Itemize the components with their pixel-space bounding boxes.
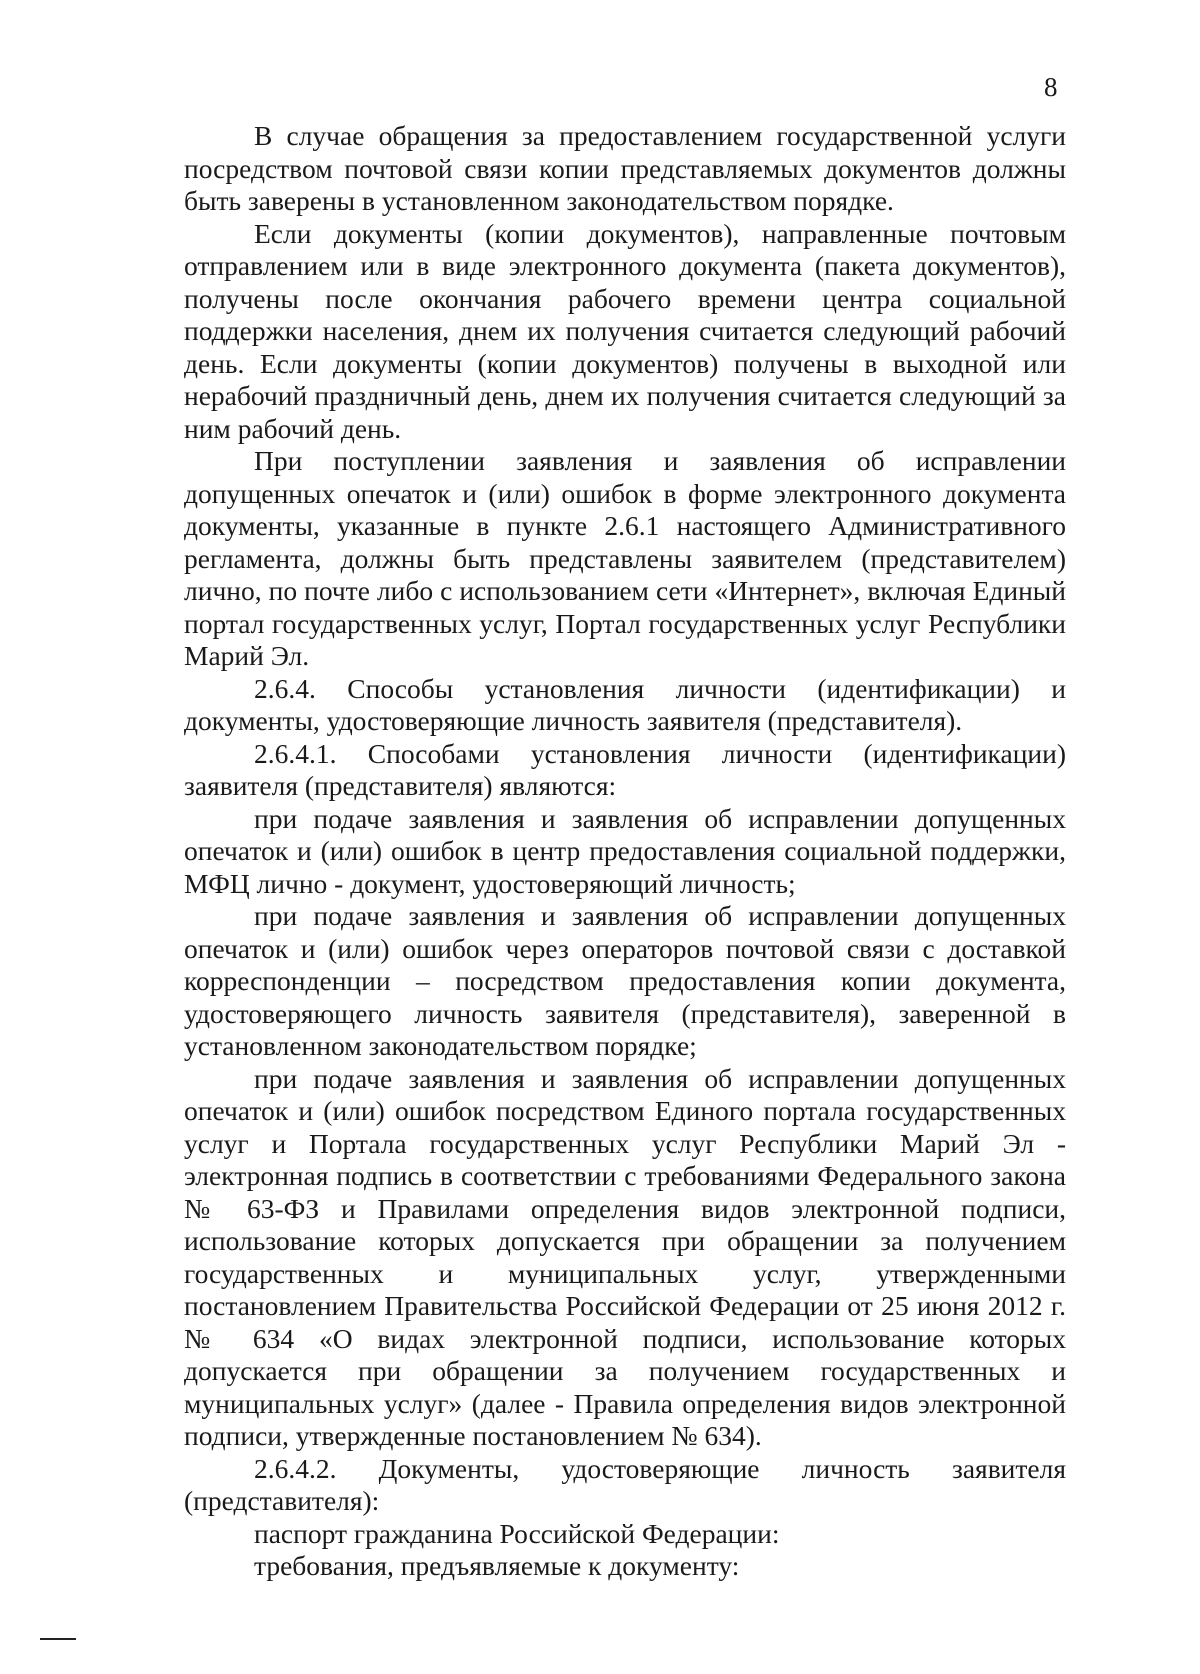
paragraph-in-person: при подаче заявления и заявления об исправлении допущенных опечаток и (или) ошибок в центр предоставления социальной поддержки, МФЦ лично - документ, удостоверяющий личность; [184,802,1066,899]
paragraph-requirements: требования, предъявляемые к документу: [254,1550,740,1581]
paragraph-electronic-signature: при подаче заявления и заявления об исправлении допущенных опечаток и (или) ошибок посредством Единого портала государственных услуг и Портала государственных услуг Республики Марий Эл - электронная подпись в соответствии с требованиями Федерального закона № 63-ФЗ и Правилами определения видов электронной подписи, использование которых допускается при обращении за получением государственных и муниципальных услуг, утвержденными постановлением Правительства Российской Федерации от 25 июня 2012 г. № 634 «О видах электронной подписи, использование которых допускается при обращении за получением государственных и муниципальных услуг» (далее - Правила определения видов электронной подписи, утвержденные постановлением № 634). [184,1062,1066,1451]
paragraph-postal-copies: В случае обращения за предоставлением государственной услуги посредством почтовой связи копии представляемых документов должны быть заверены в установленном законодательством порядке. [184,120,1066,216]
paragraph-receipt-date: Если документы (копии документов), направленные почтовым отправлением или в виде электронного документа (пакета документов), получены после окончания рабочего времени центра социальной поддержки населения, днем их получения считается следующий рабочий день. Если документы (копии документов) получены в выходной или нерабочий праздничный день, днем их получения считается следующий за ним рабочий день. [184,217,1066,444]
paragraph-passport: паспорт гражданина Российской Федерации: [254,1517,780,1549]
footer-mark [40,1638,76,1640]
paragraph-electronic-submission: При поступлении заявления и заявления об исправлении допущенных опечаток и (или) ошибок в форме электронного документа документы, указанные в пункте 2.6.1 настоящего Административного регламента, должны быть представлены заявителем (представителем) лично, по почте либо с использованием сети «Интернет», включая Единый портал государственных услуг, Портал государственных услуг Республики Марий Эл. [184,445,1066,671]
paragraph-by-post: при подаче заявления и заявления об исправлении допущенных опечаток и (или) ошибок через операторов почтовой связи с доставкой корреспонденции – посредством предоставления копии документа, удостоверяющего личность заявителя (представителя), заверенной в установленном законодательством порядке; [184,900,1066,1061]
page-number: 8 [1044,72,1058,102]
paragraph-section-2-6-4-1: 2.6.4.1. Способами установления личности (идентификации) заявителя (представителя) являются: [184,737,1066,801]
document-body [184,120,1066,1583]
paragraph-section-2-6-4: 2.6.4. Способы установления личности (идентификации) и документы, удостоверяющие личность заявителя (представителя). [184,672,1066,736]
paragraph-section-2-6-4-2: 2.6.4.2. Документы, удостоверяющие личность заявителя (представителя): [184,1452,1066,1516]
